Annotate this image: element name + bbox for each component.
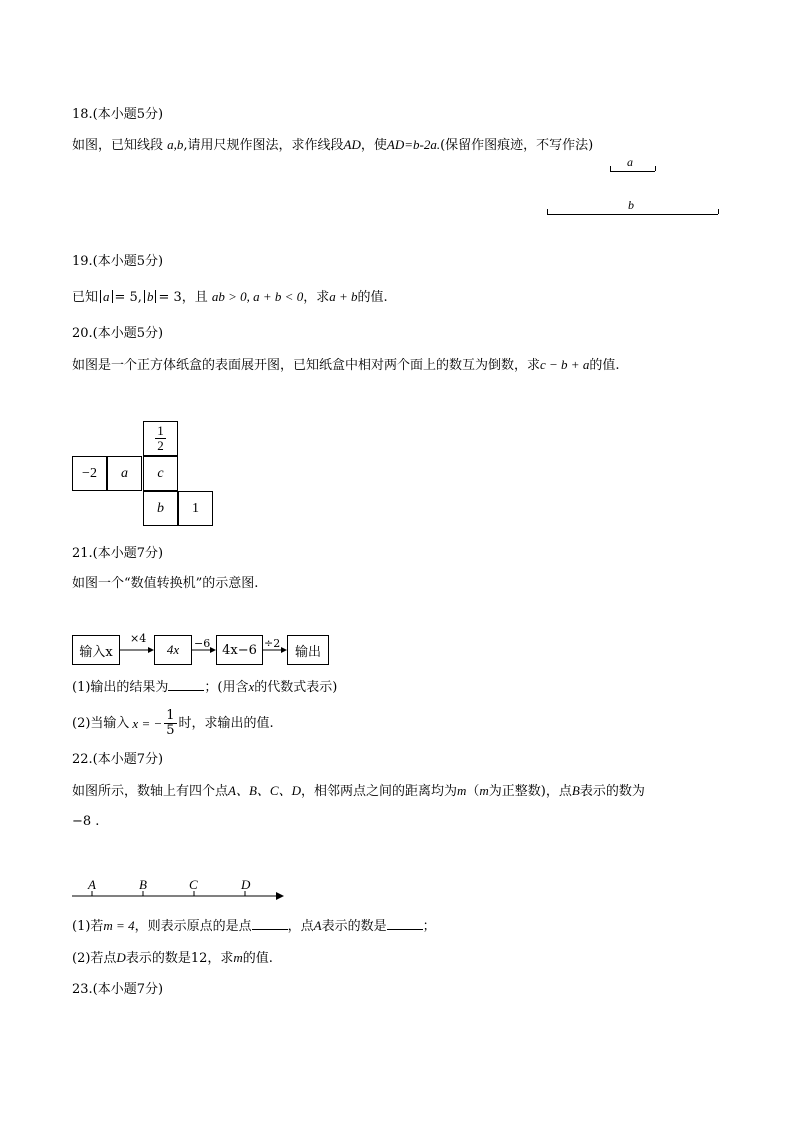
- q21-part2-eq: x = −: [132, 715, 163, 731]
- q21-header: 21.(本小题7分): [72, 546, 164, 561]
- q18-equation: AD=b-2a.: [386, 137, 441, 152]
- net-cell-c: c: [143, 456, 178, 491]
- q20-text: [72, 356, 619, 375]
- q21-part1-post: ；(用含: [204, 680, 249, 695]
- segment-b-label: b: [628, 198, 634, 212]
- q21-fraction-num: 1: [166, 708, 175, 723]
- q22-part1-pre: (1)若: [72, 919, 104, 934]
- q20-text-post: 的值.: [589, 358, 620, 373]
- q22-part2: [72, 949, 273, 968]
- machine-output-box: 输出: [287, 635, 329, 665]
- q22-part1-cond: m = 4: [103, 918, 135, 933]
- q22-part2-end: 的值.: [242, 951, 273, 966]
- q19-tail: 的值.: [357, 290, 388, 305]
- q22-part1-a: A: [313, 918, 322, 933]
- net-fraction-numerator: 1: [157, 423, 164, 438]
- q22-part1-mid2: ，点: [287, 919, 314, 934]
- q21-part1: [72, 678, 337, 697]
- segment-a-tick-right: [655, 166, 656, 171]
- q19-known: 已知: [72, 290, 99, 305]
- q22-m2: m: [479, 783, 489, 798]
- net-fraction-denominator: 2: [157, 438, 164, 453]
- abs-bar-right: [112, 290, 113, 303]
- q19-condition: ab > 0, a + b < 0: [211, 289, 304, 304]
- q22-part2-pre: (2)若点: [72, 951, 117, 966]
- q22-part2-mid2: ，求: [207, 951, 234, 966]
- q20-text-pre: 如图是一个正方体纸盒的表面展开图，已知纸盒中相对两个面上的数互为倒数，求: [72, 358, 541, 373]
- q18-text: [72, 136, 593, 155]
- answer-blank-a-value[interactable]: [387, 917, 423, 930]
- q19-eq2: = 3，且: [158, 290, 208, 305]
- q22-line1-mid: ，相邻两点之间的距离均为: [300, 784, 457, 799]
- segment-a-label: a: [627, 155, 633, 169]
- q22-part1-end: 表示的数是: [321, 919, 387, 934]
- q22-part2-val: 12: [190, 951, 208, 966]
- q22-points: A、B、C、D: [228, 783, 301, 798]
- abs-bar-right-b: [155, 290, 156, 303]
- segment-b-line: [547, 214, 718, 215]
- q21-intro: 如图一个“数值转换机”的示意图.: [72, 576, 259, 591]
- q20-expr: c − b + a: [540, 357, 590, 372]
- q21-part2-pre: (2)当输入: [72, 715, 130, 731]
- segment-a-line: [610, 171, 655, 172]
- machine-box-4x-6: 4x−6: [216, 635, 263, 665]
- q22-m: m: [456, 783, 467, 798]
- machine-op2: −6: [194, 637, 211, 650]
- q20-header: 20.(本小题5分): [72, 326, 164, 341]
- axis-label-c: C: [189, 877, 198, 892]
- q18-var-ab: a,b: [167, 137, 184, 152]
- q21-fraction-den: 5: [166, 723, 175, 738]
- q22-part2-d: D: [116, 950, 126, 965]
- axis-label-d: D: [241, 877, 251, 892]
- q19-ask: ，求: [303, 290, 330, 305]
- q22-line2: −8 .: [72, 814, 100, 829]
- q22-paren2: 为正整数)，点: [488, 784, 572, 799]
- q19-var-a: a: [103, 289, 110, 304]
- machine-op3: ÷2: [264, 637, 281, 650]
- q19-header: 19.(本小题5分): [72, 254, 164, 269]
- q21-part1-pre: (1)输出的结果为: [72, 680, 169, 695]
- answer-blank-origin[interactable]: [252, 917, 288, 930]
- machine-box-4x: 4x: [154, 635, 192, 665]
- segment-b-tick-left: [547, 209, 548, 214]
- q22-header: 22.(本小题7分): [72, 752, 164, 767]
- machine-input-box: 输入x: [72, 635, 120, 665]
- net-cell-a: a: [107, 456, 142, 491]
- q22-part1: [72, 917, 436, 936]
- q19-expr: a + b: [329, 289, 358, 304]
- axis-label-a: A: [88, 877, 96, 892]
- segment-b-tick-right: [718, 209, 719, 214]
- answer-blank[interactable]: [168, 678, 204, 691]
- net-cell-top: [143, 421, 178, 456]
- net-fraction: [155, 424, 166, 453]
- q22-paren: （: [466, 784, 480, 799]
- net-cell-1: 1: [178, 491, 213, 526]
- q23-header: 23.(本小题7分): [72, 982, 164, 997]
- q18-var-ad: AD: [343, 137, 361, 152]
- q22-part1-mid: ，则表示原点的是点: [134, 919, 252, 934]
- q22-line1: [72, 782, 645, 801]
- q21-fraction: [164, 709, 176, 738]
- q22-line1-pre: 如图所示，数轴上有四个点: [72, 784, 229, 799]
- q18-text-mid: ,请用尺规作图法，求作线段: [183, 138, 344, 153]
- q21-part2: [72, 709, 274, 738]
- q22-part1-semicolon: ；: [422, 919, 436, 934]
- segment-a-tick-left: [610, 166, 611, 171]
- number-line-arrow: [276, 892, 284, 900]
- q22-line1-end: 表示的数为: [579, 784, 645, 799]
- abs-bar-left-b: [144, 290, 145, 303]
- net-cell-neg2: −2: [72, 456, 107, 491]
- net-cell-b: b: [143, 491, 178, 526]
- q19-text: [72, 288, 388, 307]
- abs-bar-left: [100, 290, 101, 303]
- q21-part2-post: 时，求输出的值.: [178, 715, 274, 731]
- q22-point-b: B: [571, 783, 580, 798]
- q19-eq1: = 5,: [114, 290, 142, 305]
- q18-header: 18.(本小题5分): [72, 107, 164, 122]
- q21-part1-end: 的代数式表示): [254, 680, 338, 695]
- axis-label-b: B: [139, 877, 147, 892]
- q18-text-post: (保留作图痕迹，不写作法): [440, 138, 594, 153]
- q21-part1-var: x: [248, 679, 255, 694]
- q22-part2-mid: 表示的数是: [125, 951, 191, 966]
- machine-op1: ×4: [130, 632, 147, 645]
- q22-part2-m: m: [233, 950, 243, 965]
- q18-text-pre: 如图，已知线段: [72, 138, 168, 153]
- q18-text-mid2: ，使: [360, 138, 387, 153]
- q19-var-b: b: [146, 289, 154, 304]
